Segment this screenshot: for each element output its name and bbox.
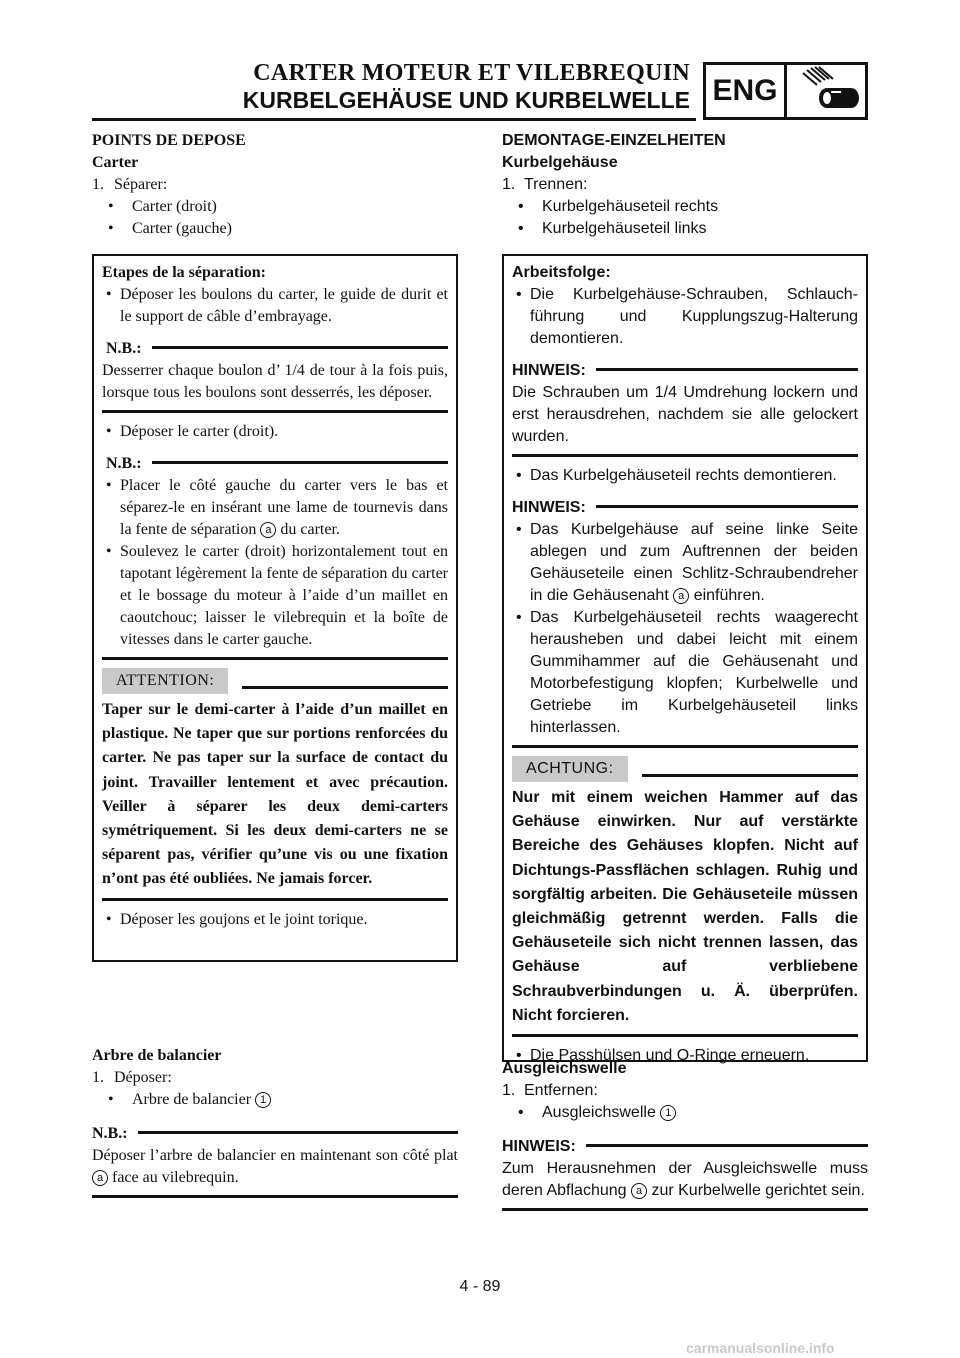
divider [92, 1195, 458, 1198]
sub-title: Ausgleichswelle [502, 1060, 627, 1077]
bullet-text: Soulevez le carter (droit) horizontalement tout en tapotant légèrement la fente de séparation du carter et le bossage du moteur à l’aide d’un maillet en caoutchouc; laisser le vilebrequin et la boîte de vitesses dans le carter gauche. [120, 543, 448, 648]
bullet-text: Déposer les boulons du carter, le guide de durit et le support de câble d’embrayage. [120, 286, 448, 325]
sub-title: Arbre de balancier [92, 1047, 222, 1064]
header-rule [92, 118, 696, 121]
bullet [102, 475, 448, 541]
bullet [102, 284, 448, 328]
bullet-text: Das Kurbelgehäuse auf seine linke Seite ablegen und zum Auftrennen der beiden Gehäuseteile einen Schlitz-Schraubendreher in die Gehäusenaht [530, 521, 858, 604]
divider [512, 454, 858, 457]
nb-label: N.B.: [106, 455, 142, 472]
right-column [502, 130, 868, 1199]
eng-badge: ENG [703, 62, 787, 120]
sub-title: Carter [92, 154, 139, 171]
divider [102, 657, 448, 660]
nb-header [92, 1123, 458, 1145]
nb-header [512, 360, 858, 382]
list-item [92, 196, 458, 218]
procedure-box [92, 254, 458, 962]
step [92, 174, 458, 196]
step-text: Séparer: [114, 176, 168, 193]
attention-header [512, 756, 858, 782]
bullet [102, 909, 448, 931]
nb-label: HINWEIS: [512, 362, 586, 379]
nb-text-part: Zum Herausnehmen der Ausgleichswelle muss deren Abflachung [502, 1160, 868, 1199]
callout-a: a [631, 1183, 647, 1199]
nb-header [502, 1136, 868, 1158]
callout-a: a [673, 588, 689, 604]
bullet [512, 519, 858, 607]
bullet-text: einführen. [693, 587, 765, 604]
balancer-section [502, 1058, 868, 1219]
list-item-text: Carter (gauche) [132, 220, 232, 237]
attention-text: Taper sur le demi-carter à l’aide d’un maillet en plastique. Ne taper que sur portions renforcées du carter. Ne pas taper sur la surface de contact du joint. Travailler lentement et avec précaution. Veiller à séparer les deux demi-carters symétriquement. Si les deux demi-carters ne se séparent pas, vérifier qu’une vis ou une fixation n’ont pas été oubliées. Ne jamais forcer. [102, 701, 448, 888]
header-title-de: KURBELGEHÄUSE UND KURBELWELLE [242, 87, 690, 113]
list-item [502, 196, 868, 218]
attention-label: ATTENTION: [102, 668, 228, 694]
left-column [92, 130, 458, 1186]
list-item [92, 1089, 458, 1111]
list-item [92, 218, 458, 240]
crankshaft-icon-box [787, 62, 868, 120]
attention-header [102, 668, 448, 694]
divider [102, 410, 448, 413]
sub-title: Kurbelgehäuse [502, 154, 618, 171]
nb-text [502, 1158, 868, 1202]
step-text: Entfernen: [524, 1082, 598, 1099]
list-item-text: Carter (droit) [132, 198, 217, 215]
bullet [102, 541, 448, 651]
bullet-text: Déposer les goujons et le joint torique. [120, 910, 368, 928]
bullet-text: Placer le côté gauche du carter vers le bas et séparez-le en insérant une lame de tournevis dans la fente de séparation [120, 477, 448, 538]
step-text: Déposer: [114, 1069, 172, 1086]
bullet [512, 607, 858, 739]
step-number: 1. [92, 176, 104, 193]
callout-1: 1 [255, 1092, 271, 1108]
nb-text-part: Déposer l’arbre de balancier en maintenant son côté plat [92, 1147, 458, 1164]
divider [102, 898, 448, 901]
section-title: POINTS DE DEPOSE [92, 132, 246, 149]
list-item-text: Ausgleichswelle [542, 1104, 656, 1121]
callout-1: 1 [660, 1105, 676, 1121]
step-number: 1. [92, 1069, 104, 1086]
bullet [102, 421, 448, 443]
nb-label: HINWEIS: [502, 1138, 576, 1155]
step [92, 1067, 458, 1089]
nb-text: Die Schrauben um 1/4 Umdrehung lockern und erst herausdrehen, nachdem sie alle gelockert wurden. [512, 384, 858, 445]
step [502, 174, 868, 196]
nb-text-part: face au vilebrequin. [112, 1169, 239, 1186]
divider [512, 1034, 858, 1037]
box-heading: Arbeitsfolge: [512, 264, 611, 281]
nb-text: Desserrer chaque boulon d’ 1/4 de tour à la fois puis, lorsque tous les boulons sont desserrés, les déposer. [102, 362, 448, 401]
nb-header [102, 338, 448, 360]
crankshaft-icon [787, 65, 865, 117]
attention-text: Nur mit einem weichen Hammer auf das Gehäuse einwirken. Nur auf verstärkte Bereiche des Gehäuses klopfen. Nicht auf Dichtungs-Passflächen schlagen. Ruhig und sorgfältig arbeiten. Die Gehäuseteile müssen gleichmäßig getrennt werden. Falls die Gehäuseteile sich nicht trennen lassen, das Gehäuse auf verbliebene Schraubverbindungen u. Ä. überprüfen. Nicht forcieren. [512, 789, 858, 1024]
balancer-section [92, 1045, 458, 1206]
nb-header [102, 453, 448, 475]
procedure-box [502, 254, 868, 1065]
nb-label: N.B.: [92, 1125, 128, 1142]
bullet-text: Das Kurbelgehäuseteil rechts demontieren. [530, 467, 837, 484]
bullet-text: Déposer le carter (droit). [120, 423, 279, 440]
nb-header [512, 497, 858, 519]
watermark: carmanualsonline.info [686, 1340, 835, 1356]
bullet-text: Die Passhülsen und O-Ringe erneuern. [530, 1047, 810, 1065]
nb-text [92, 1145, 458, 1189]
callout-a: a [92, 1170, 108, 1186]
bullet-text: du carter. [280, 521, 340, 538]
callout-a: a [260, 522, 276, 538]
attention-label: ACHTUNG: [512, 756, 628, 782]
list-item-text: Kurbelgehäuseteil rechts [542, 198, 719, 215]
divider [512, 745, 858, 748]
bullet-text: Das Kurbelgehäuseteil rechts waagerecht herausheben und dabei leicht mit einem Gummihammer auf die Gehäusenaht und Motorbefestigung klopfen; Kurbelwelle und Getriebe im Kurbelgehäuseteil links hinterlassen. [530, 609, 858, 736]
list-item [502, 218, 868, 240]
bullet-text: Die Kurbelgehäuse-Schrauben, Schlauchführung und Kupplungszug-Halterung demontieren. [530, 286, 858, 347]
list-item-text: Arbre de balancier [132, 1091, 252, 1108]
bullet [512, 284, 858, 350]
header-title-fr: CARTER MOTEUR ET VILEBREQUIN [253, 60, 690, 86]
step [502, 1080, 868, 1102]
list-item-text: Kurbelgehäuseteil links [542, 220, 707, 237]
bullet [512, 465, 858, 487]
step-number: 1. [502, 176, 516, 193]
nb-label: HINWEIS: [512, 499, 586, 516]
step-text: Trennen: [524, 176, 588, 193]
box-heading: Etapes de la séparation: [102, 264, 266, 281]
nb-text-part: zur Kurbelwelle gerichtet sein. [651, 1182, 865, 1199]
page-number: 4 - 89 [459, 1278, 501, 1295]
nb-label: N.B.: [106, 340, 142, 357]
section-title: DEMONTAGE-EINZELHEITEN [502, 132, 726, 149]
step-number: 1. [502, 1082, 516, 1099]
list-item [502, 1102, 868, 1124]
divider [502, 1208, 868, 1211]
